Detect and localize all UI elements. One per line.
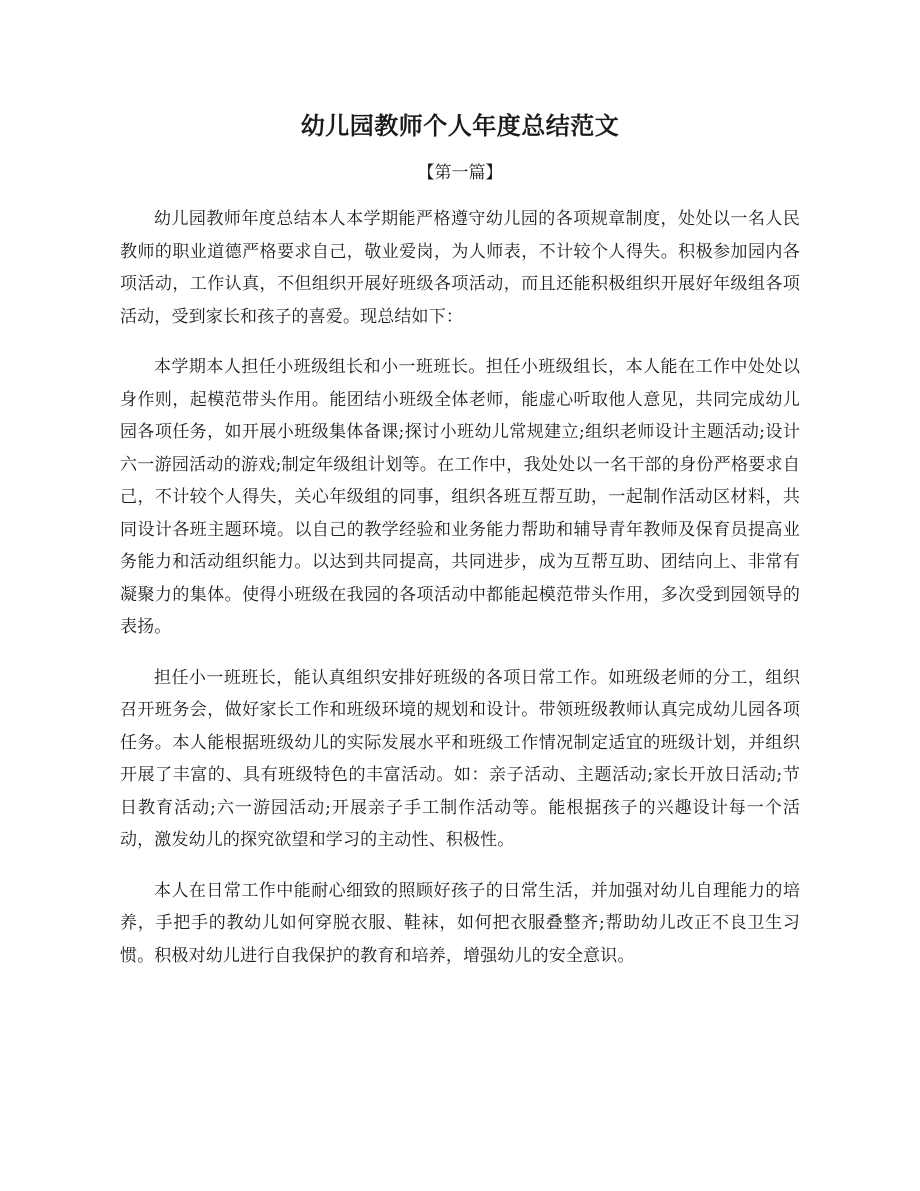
paragraph-3: 担任小一班班长，能认真组织安排好班级的各项日常工作。如班级老师的分工，组织召开班务会，做好家长工作和班级环境的规划和设计。带领班级教师认真完成幼儿园各项任务。本人能根据班级幼儿的实际发展水平和班级工作情况制定适宜的班级计划，并组织开展了丰富的、具有班级特色的丰富活动。如：亲子活动、主题活动;家长开放日活动;节日教育活动;六一游园活动;开展亲子手工制作活动等。能根据孩子的兴趣设计每一个活动，激发幼儿的探究欲望和学习的主动性、积极性。 [120, 667, 800, 850]
paragraph-4: 本人在日常工作中能耐心细致的照顾好孩子的日常生活，并加强对幼儿自理能力的培养，手把手的教幼儿如何穿脱衣服、鞋袜，如何把衣服叠整齐;帮助幼儿改正不良卫生习惯。积极对幼儿进行自我保护的教育和培养，增强幼儿的安全意识。 [120, 880, 800, 966]
document-body [120, 203, 800, 990]
section-label: 【第一篇】 [417, 163, 503, 183]
paragraph-1: 幼儿园教师年度总结本人本学期能严格遵守幼儿园的各项规章制度，处处以一名人民教师的职业道德严格要求自己，敬业爱岗，为人师表，不计较个人得失。积极参加园内各项活动，工作认真，不但组织开展好班级各项活动，而且还能积极组织开展好年级组各项活动，受到家长和孩子的喜爱。现总结如下： [120, 209, 800, 327]
document-title: 幼儿园教师个人年度总结范文 [300, 111, 620, 140]
paragraph-2: 本学期本人担任小班级组长和小一班班长。担任小班级组长，本人能在工作中处处以身作则，起模范带头作用。能团结小班级全体老师，能虚心听取他人意见，共同完成幼儿园各项任务，如开展小班级集体备课;探讨小班幼儿常规建立;组织老师设计主题活动;设计六一游园活动的游戏;制定年级组计划等。在工作中，我处处以一名干部的身份严格要求自己，不计较个人得失，关心年级组的同事，组织各班互帮互助，一起制作活动区材料，共同设计各班主题环境。以自己的教学经验和业务能力帮助和辅导青年教师及保育员提高业务能力和活动组织能力。以达到共同提高，共同进步，成为互帮互助、团结向上、非常有凝聚力的集体。使得小班级在我园的各项活动中都能起模范带头作用，多次受到园领导的表扬。 [120, 357, 800, 637]
